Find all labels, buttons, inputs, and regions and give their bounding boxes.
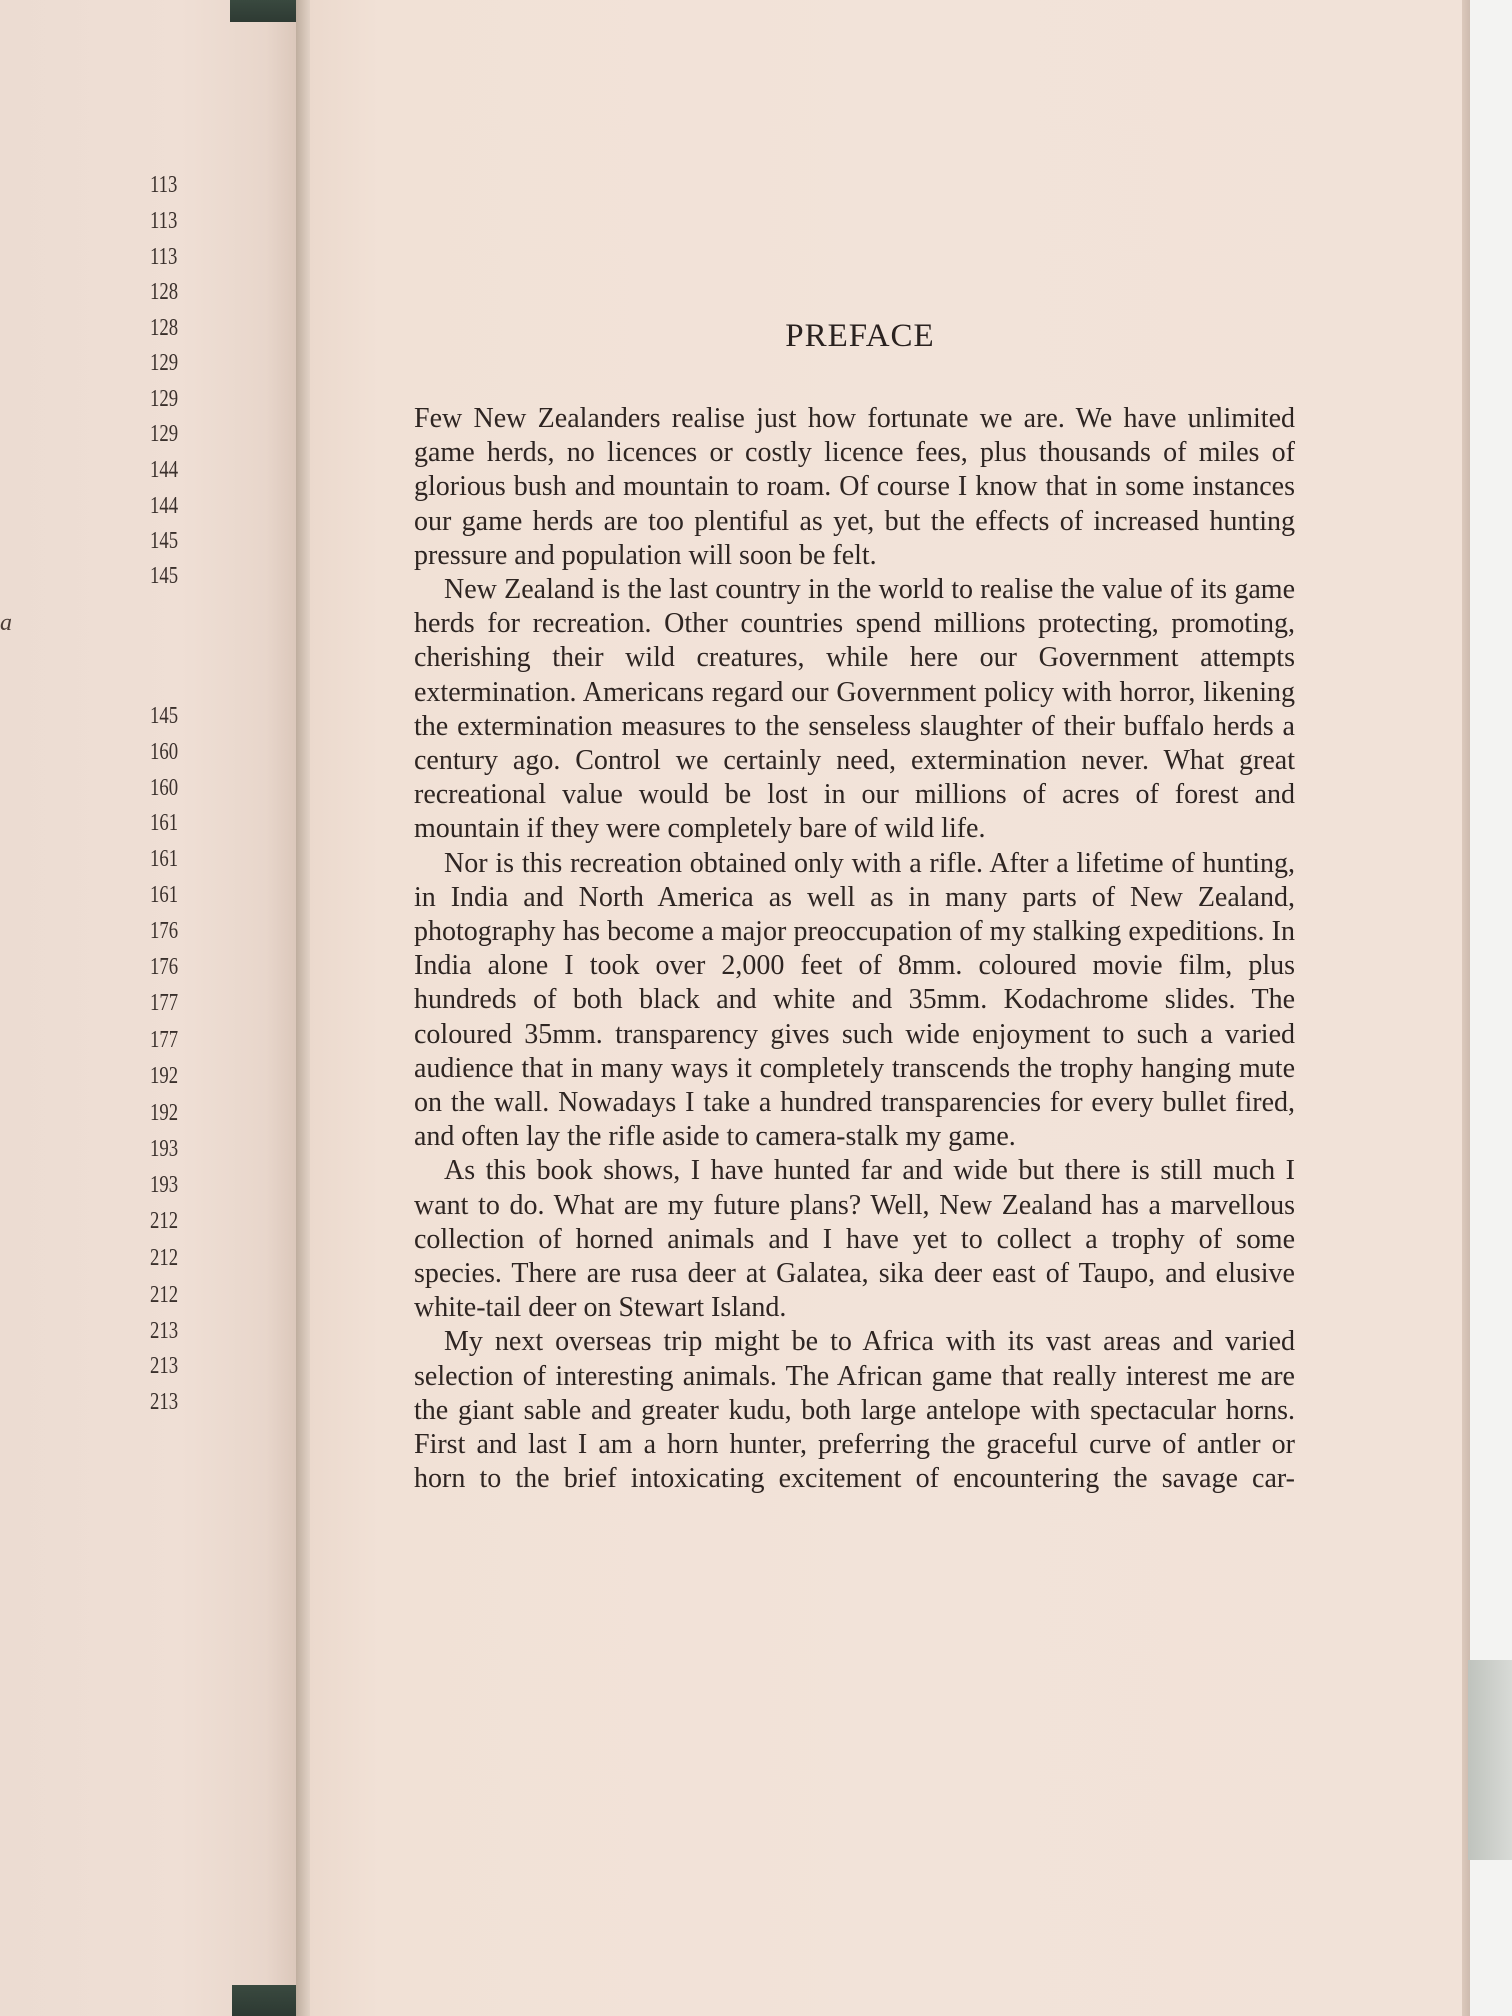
- page-number: 213: [150, 1353, 179, 1379]
- paragraph: Few New Zealanders realise just how fortunate we are. We have unlimited game herds, no licences or costly licence fees, plus thousands of miles of glorious bush and mountain to roam. Of course I know that in some instances our game herds are too plentiful as yet, but the effects of increased hunting pressure and population will soon be felt.: [414, 403, 1295, 571]
- page-number: 128: [150, 315, 179, 341]
- page-number: 129: [150, 350, 179, 376]
- paragraph: My next overseas trip might be to Africa with its vast areas and varied selection of interesting animals. The African game that really interest me are the giant sable and greater kudu, both large antelope with spectacular horns. First and last I am a horn hunter, preferring the graceful curve of antler or horn to the brief intoxicating excitement of encountering the savage car-: [414, 1326, 1295, 1495]
- page-number: 213: [150, 1389, 179, 1415]
- margin-letter: a: [0, 610, 12, 636]
- page-number: 161: [150, 846, 179, 872]
- paragraph: New Zealand is the last country in the world to realise the value of its game herds for recreation. Other countries spend millions protecting, promoting, cherishing their wild creatures, while here our Government attempts extermination. Americans regard our Government policy with horror, likening the extermination measures to the senseless slaughter of their buffalo herds a century ago. Control we certainly need, extermination never. What great recreational value would be lost in our millions of acres of forest and mountain if they were completely bare of wild life.: [414, 574, 1295, 845]
- page-number: 176: [150, 918, 179, 944]
- preface-body: [414, 402, 1295, 1497]
- page-number: 192: [150, 1100, 179, 1126]
- page-number: 212: [150, 1282, 179, 1308]
- page-number: 177: [150, 990, 179, 1016]
- page-number: 176: [150, 954, 179, 980]
- paragraph: As this book shows, I have hunted far and wide but there is still much I want to do. What are my future plans? Well, New Zealand has a marvellous collection of horned animals and I have yet to collect a trophy of some species. There are rusa deer at Galatea, sika deer east of Taupo, and elusive white-tail deer on Stewart Island.: [414, 1155, 1295, 1324]
- cover-board-top: [230, 0, 302, 22]
- page-title: PREFACE: [785, 318, 935, 354]
- page-number: 212: [150, 1245, 179, 1271]
- page-number: 213: [150, 1318, 179, 1344]
- page-number: 161: [150, 810, 179, 836]
- page-number: 192: [150, 1063, 179, 1089]
- page-number: 177: [150, 1027, 179, 1053]
- page-number: 144: [150, 457, 179, 483]
- page-number: 145: [150, 528, 179, 554]
- page-number: 113: [150, 172, 178, 198]
- page-number: 129: [150, 386, 179, 412]
- page-number: 113: [150, 244, 178, 270]
- page-number: 212: [150, 1208, 179, 1234]
- paragraph: Nor is this recreation obtained only with a rifle. After a lifetime of hunting, in India and North America as well as in many parts of New Zealand, photography has become a major preoccupation of my stalking expeditions. In India alone I took over 2,000 feet of 8mm. coloured movie film, plus hundreds of both black and white and 35mm. Kodachrome slides. The coloured 35mm. transparency gives such wide enjoyment to such a varied audience that in many ways it completely transcends the trophy hanging mute on the wall. Nowadays I take a hundred transparencies for every bullet fired, and often lay the rifle aside to camera-stalk my game.: [414, 847, 1295, 1153]
- page-number: 160: [150, 775, 179, 801]
- cover-board-bottom: [232, 1985, 304, 2016]
- page-number: 161: [150, 882, 179, 908]
- page-number: 160: [150, 739, 179, 765]
- page-number: 193: [150, 1172, 179, 1198]
- page-number: 113: [150, 208, 178, 234]
- cover-edge: [1468, 1660, 1512, 1860]
- page-number: 144: [150, 493, 179, 519]
- page-number: 145: [150, 563, 179, 589]
- page-number: 145: [150, 703, 179, 729]
- page-number: 128: [150, 279, 179, 305]
- page-number: 193: [150, 1136, 179, 1162]
- page-number: 129: [150, 421, 179, 447]
